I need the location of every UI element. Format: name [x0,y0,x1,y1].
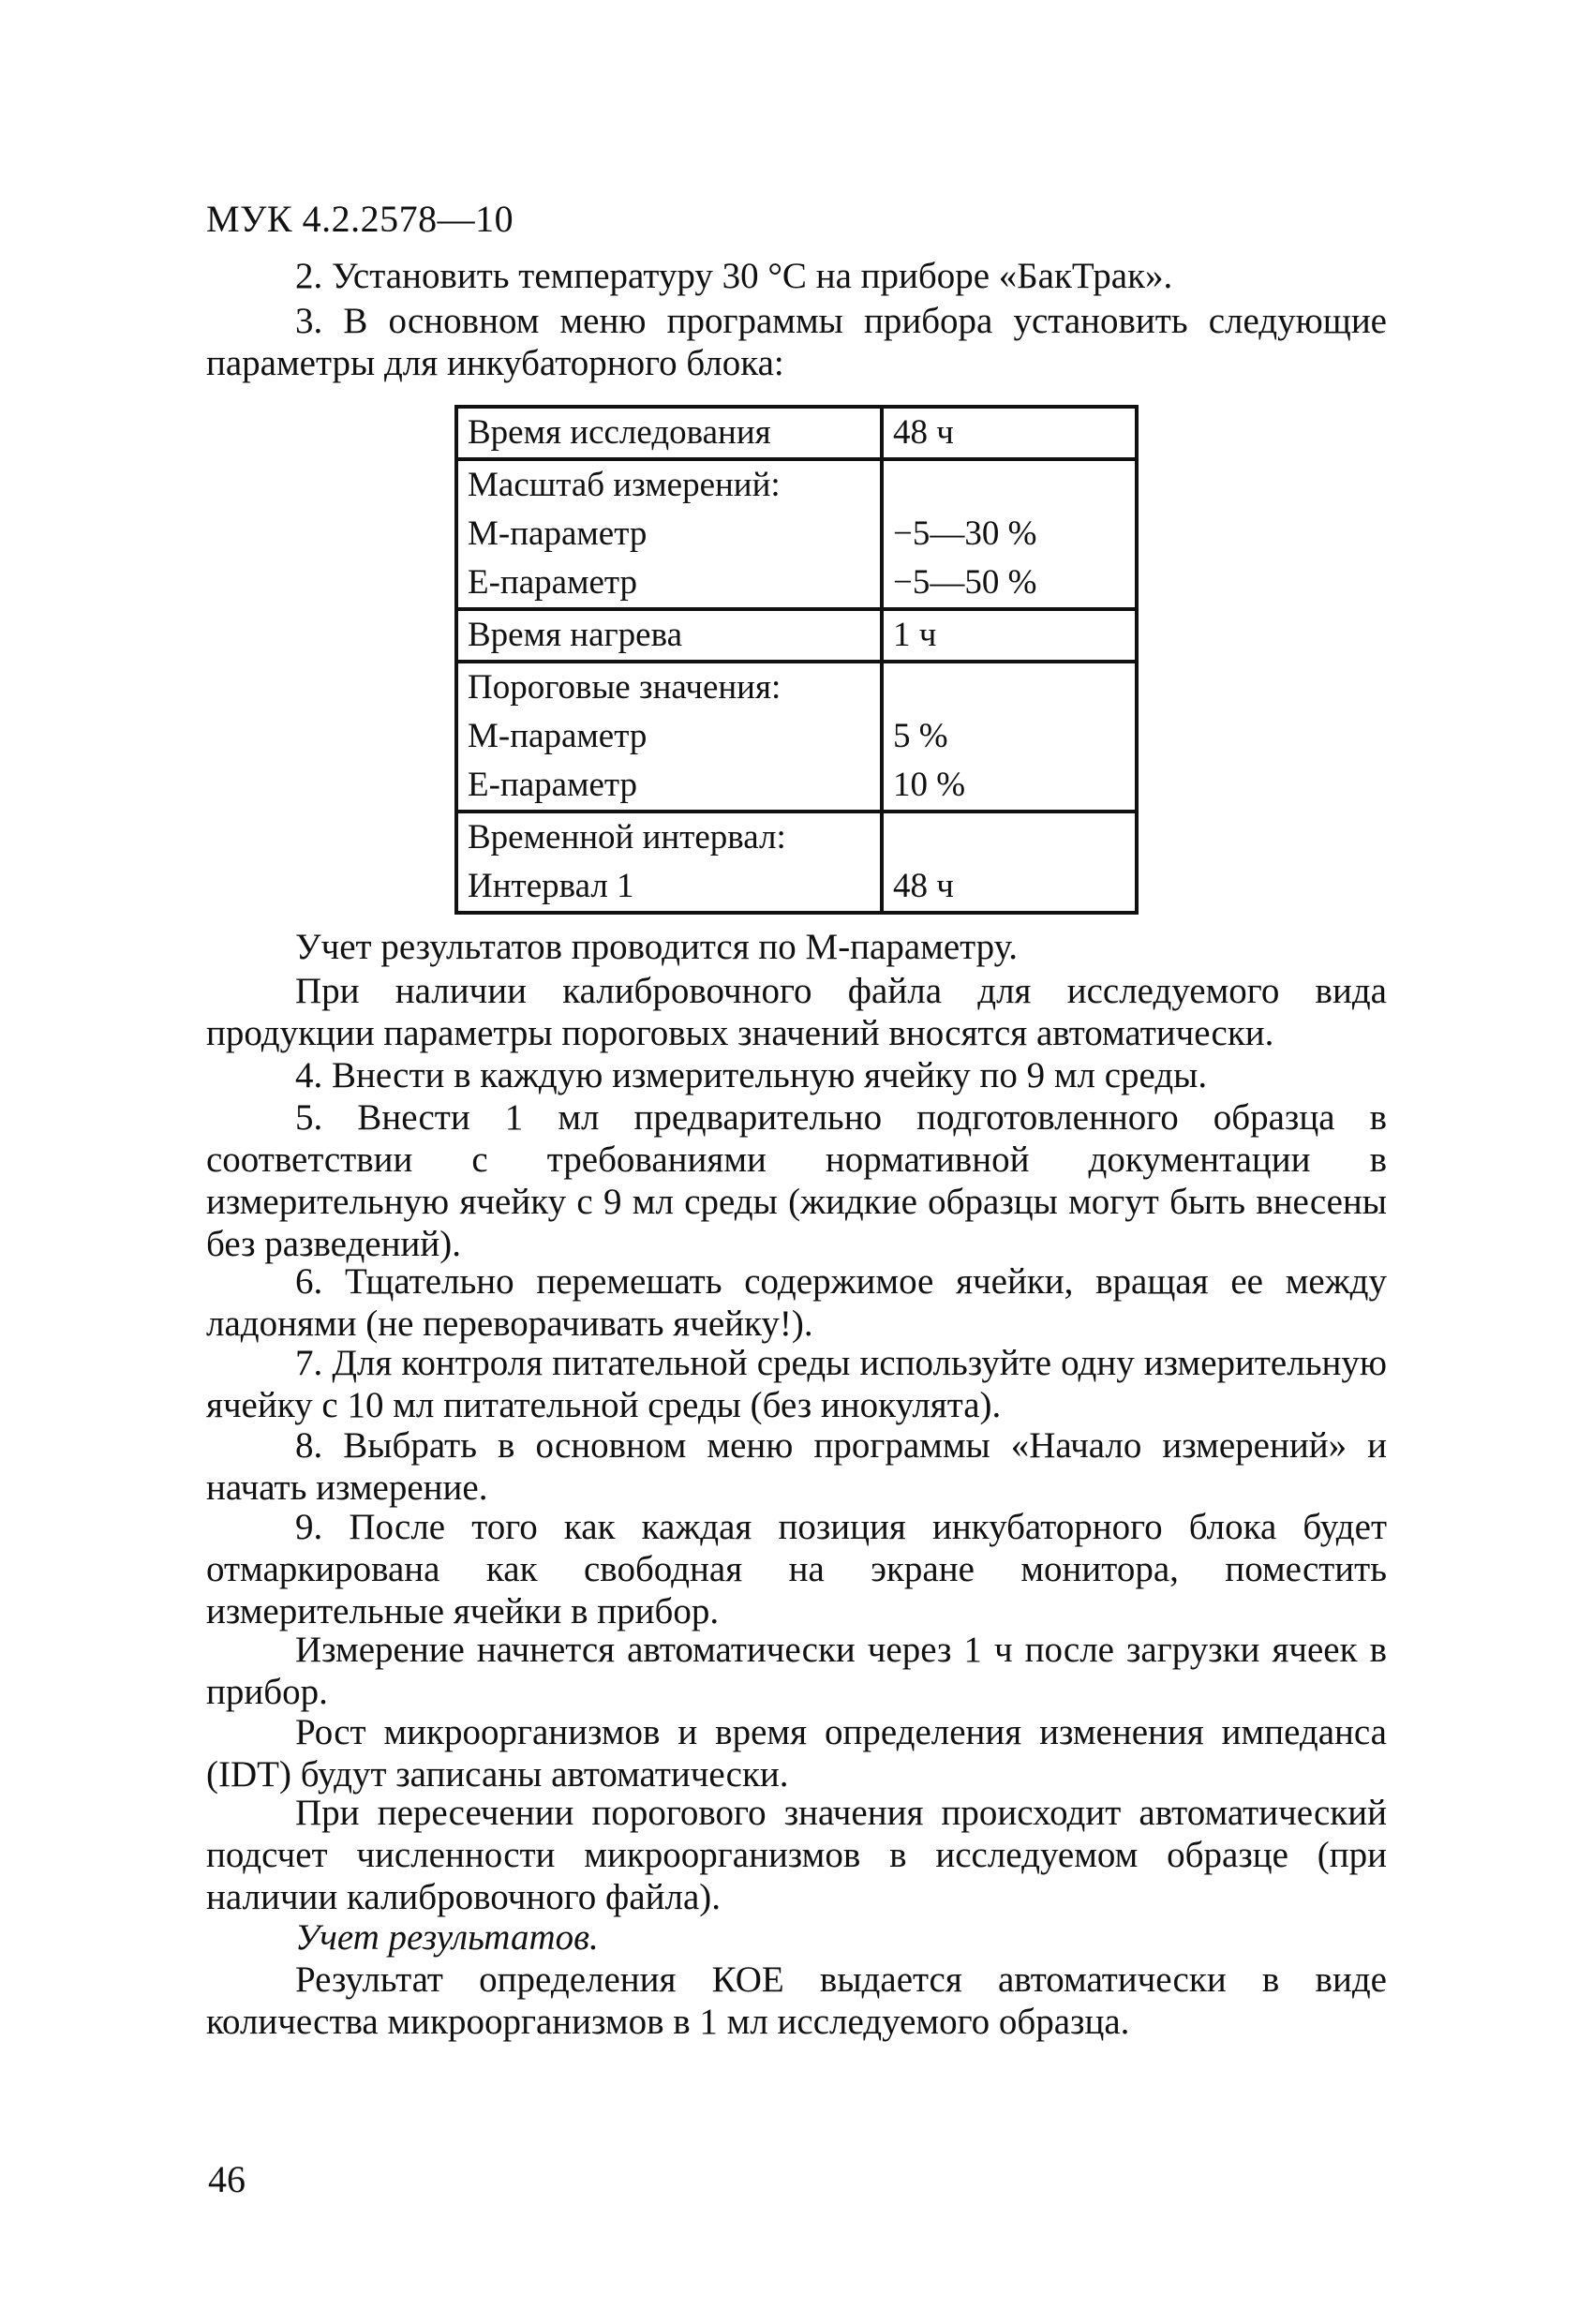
param-name-cell: Е-параметр [456,761,882,812]
param-name-cell: Пороговые значения: [456,662,882,712]
step-2-paragraph: 2. Установить температуру 30 °С на приборе «БакТрак». [295,256,1173,296]
param-value-cell: 10 % [882,761,1137,812]
table-row [456,459,1137,510]
step-4-paragraph: 4. Внести в каждую измерительную ячейку по 9 мл среды. [295,1055,1208,1095]
measurement-start-paragraph: Измерение начнется автоматически через 1 ч после загрузки ячеек в прибор. [206,1630,1387,1712]
step-8-paragraph: 8. Выбрать в основном меню программы «Начало измерений» и начать измерение. [206,1425,1387,1508]
table-row [456,862,1137,913]
step-6-paragraph: 6. Тщательно перемешать содержимое ячейки, вращая ее между ладонями (не переворачивать ячейку!). [206,1261,1387,1344]
param-value-cell [882,459,1137,510]
step-5-paragraph: 5. Внести 1 мл предварительно подготовленного образца в соответствии с требованиями нормативной документации в измерительную ячейку с 9 мл среды (жидкие образцы могут быть внесены без разведений). [206,1097,1387,1264]
param-name-cell: М-параметр [456,510,882,559]
param-value-cell [882,662,1137,712]
param-name-cell: Временной интервал: [456,812,882,862]
param-value-cell: 48 ч [882,407,1137,459]
table-row [456,761,1137,812]
growth-recording-paragraph: Рост микроорганизмов и время определения изменения импеданса (IDT) будут записаны автоматически. [206,1712,1387,1795]
results-note-paragraph: Учет результатов проводится по М-параметру. [295,927,1019,967]
table-row [456,812,1137,862]
document-code-header: МУК 4.2.2578—10 [206,198,514,240]
param-name-cell: Время исследования [456,407,882,459]
table-row [456,712,1137,761]
incubator-parameters-table [454,405,1139,915]
table-row [456,510,1137,559]
cfu-result-paragraph: Результат определения КОЕ выдается автоматически в виде количества микроорганизмов в 1 мл исследуемого образца. [206,1959,1387,2042]
results-subheading: Учет результатов. [295,1917,599,1958]
table-row [456,407,1137,459]
param-value-cell: −5—30 % [882,510,1137,559]
param-value-cell: 48 ч [882,862,1137,913]
step-7-paragraph: 7. Для контроля питательной среды используйте одну измерительную ячейку с 10 мл питательной среды (без инокулята). [206,1343,1387,1425]
param-value-cell [882,812,1137,862]
page-number: 46 [208,2158,246,2200]
param-value-cell: 5 % [882,712,1137,761]
param-value-cell: −5—50 % [882,559,1137,609]
table-row [456,609,1137,662]
threshold-count-paragraph: При пересечении порогового значения происходит автоматический подсчет численности микроорганизмов в исследуемом образце (при наличии калибровочного файла). [206,1793,1387,1917]
param-name-cell: Е-параметр [456,559,882,609]
step-9-paragraph: 9. После того как каждая позиция инкубаторного блока будет отмаркирована как свободная на экране монитора, поместить измерительные ячейки в прибор. [206,1507,1387,1631]
table-row [456,559,1137,609]
param-name-cell: Масштаб измерений: [456,459,882,510]
calibration-file-paragraph: При наличии калибровочного файла для исследуемого вида продукции параметры пороговых значений вносятся автоматически. [206,971,1387,1053]
param-name-cell: Интервал 1 [456,862,882,913]
table-row [456,662,1137,712]
param-value-cell: 1 ч [882,609,1137,662]
param-name-cell: Время нагрева [456,609,882,662]
step-3-paragraph: 3. В основном меню программы прибора установить следующие параметры для инкубаторного блока: [206,301,1387,383]
param-name-cell: М-параметр [456,712,882,761]
